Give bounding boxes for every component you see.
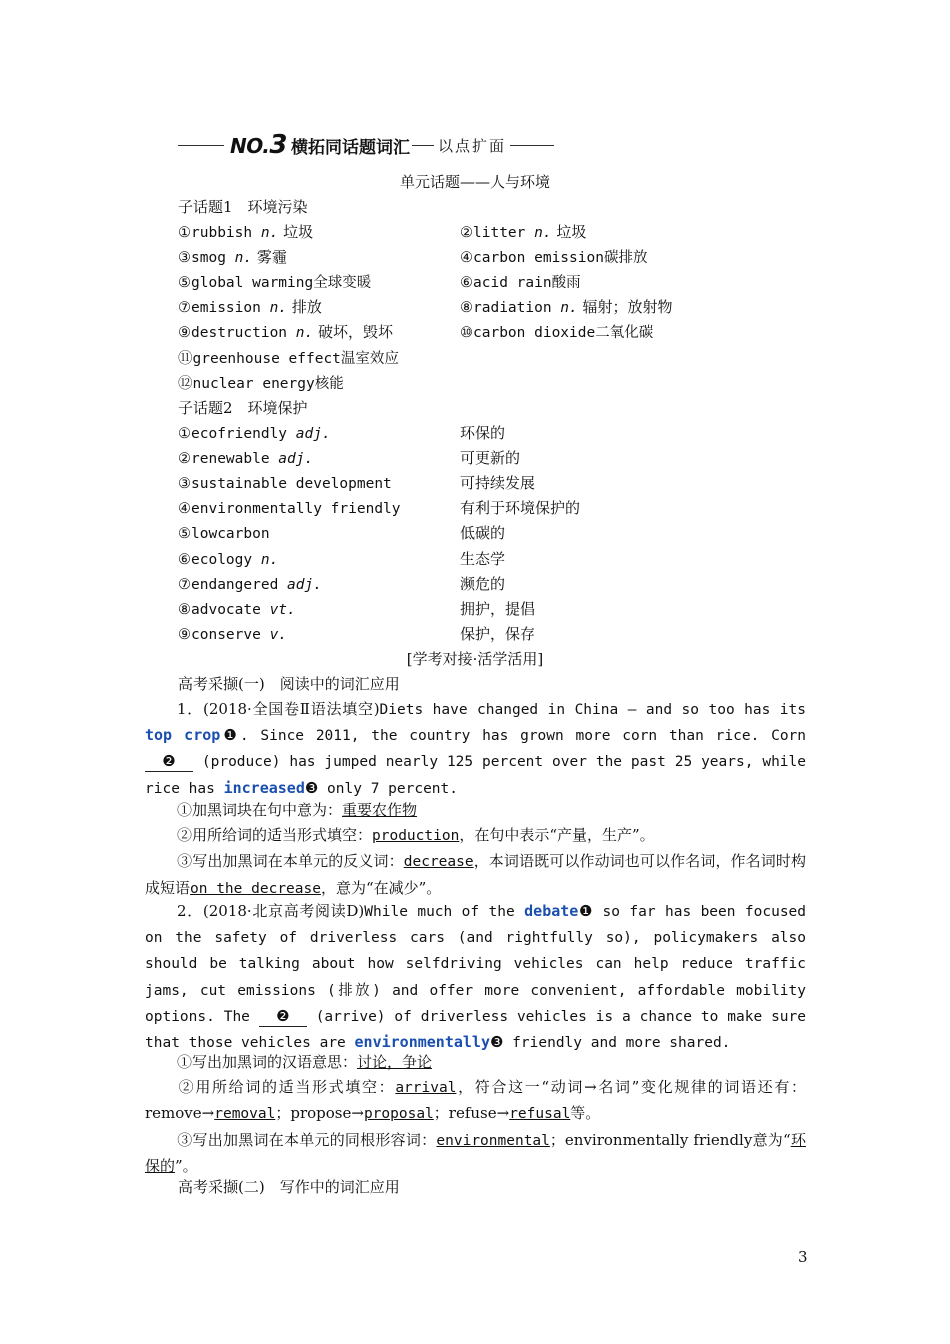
practice-header: [学考对接·活学活用]: [406, 650, 544, 668]
subtopic-2-title: 子话题2 环境保护: [178, 399, 308, 417]
question-2-passage: 2．(2018·北京高考阅读D)While much of the debate❶ so far has been focused on the safety of driverless cars (and rightfully so), policymakers also should be talking about how selfdriving vehicles can help reduce traffic jams, cut emissions (排放) and offer more convenient, affordable mobility options. The ❷ (arrive) of driverless vehicles is a chance to make sure that those vehicles are environmentally❸ friendly and more shared.: [145, 902, 807, 1052]
answer-text: removal: [214, 1106, 276, 1123]
vocab-meaning: 有利于环境保护的: [460, 499, 581, 518]
vocab-meaning: 可更新的: [460, 449, 521, 468]
section-heading: [178, 130, 558, 160]
question-1-answers: ①加黑词块在句中意为：重要农作物 ②用所给词的适当形式填空：production，在句中表示“产量，生产”。 ③写出加黑词在本单元的反义词：decrease，本词语既可以作动词也可以作名词，作名词时构成短语on the decrease，意为“在减少”。: [145, 801, 806, 897]
answer-text: 讨论，争论: [357, 1053, 433, 1071]
vocab-term: ④environmentally friendly: [178, 501, 401, 518]
question-1-passage: 1．(2018·全国卷Ⅱ语法填空)Diets have changed in China — and so too has its top crop❶. Since 2011, the country has grown more corn than rice. Corn ❷ (produce) has jumped nearly 125 percent over the past 25 years, while rice has increased❸ only 7 percent.: [145, 700, 807, 797]
answer-text: on the decrease: [190, 880, 321, 897]
vocab-meaning: 保护，保存: [460, 624, 536, 643]
heading-number: NO.3: [230, 130, 287, 160]
vocab-term: ⑦endangered adj.: [178, 576, 322, 593]
question-2-answers: ①写出加黑词的汉语意思：讨论，争论 ②用所给词的适当形式填空：arrival，符合这一“动词→名词”变化规律的词语还有：remove→removal；propose→proposal；refuse→refusal等。 ③写出加黑词在本单元的同根形容词：environmental；environmentally friendly意为“环保的”。: [145, 1053, 806, 1175]
answer-text: refusal: [509, 1106, 571, 1123]
answer-text: decrease: [403, 854, 474, 871]
page-number: 3: [798, 1248, 808, 1266]
vocab-meaning: 低碳的: [460, 524, 506, 543]
vocab-item: ②litter n. 垃圾: [460, 223, 587, 241]
part-2-title: 高考采撷(二) 写作中的词汇应用: [178, 1178, 400, 1196]
vocab-meaning: 生态学: [460, 549, 506, 568]
bold-phrase: environmentally: [354, 1033, 490, 1052]
heading-subtitle: 以点扩面: [438, 136, 507, 155]
vocab-item: ⑩carbon dioxide二氧化碳: [460, 325, 654, 342]
bold-phrase: debate: [524, 902, 579, 920]
answer-text: environmental: [436, 1132, 550, 1149]
vocab-item: ⑧radiation n. 辐射；放射物: [460, 298, 673, 317]
vocab-item: ⑦emission n. 排放: [178, 298, 322, 317]
answer-blank: ❷: [145, 751, 193, 772]
vocab-meaning: 环保的: [460, 424, 506, 442]
vocab-item: ①rubbish n. 垃圾: [178, 223, 314, 241]
heading-rule-left: [178, 145, 224, 146]
vocab-meaning: 拥护，提倡: [460, 599, 536, 618]
answer-text: 环保的: [145, 1130, 806, 1175]
bold-phrase: increased: [223, 778, 305, 797]
answer-text: production: [372, 828, 460, 845]
vocab-term: ⑤lowcarbon: [178, 526, 270, 543]
heading-rule-right: [510, 145, 554, 146]
answer-text: 重要农作物: [342, 801, 418, 819]
vocab-item: ⑨destruction n. 破坏，毁坏: [178, 323, 394, 342]
heading-rule-mid: [412, 145, 434, 146]
unit-topic: 单元话题——人与环境: [399, 173, 550, 191]
answer-text: proposal: [363, 1106, 434, 1123]
vocab-term: ⑨conserve v.: [178, 626, 288, 643]
vocab-item: ⑪greenhouse effect温室效应: [178, 350, 399, 367]
answer-blank: ❷: [259, 1006, 307, 1027]
vocab-term: ①ecofriendly adj.: [178, 426, 331, 442]
heading-title: 横拓同话题词汇: [291, 137, 410, 158]
vocab-meaning: 濒危的: [460, 574, 506, 593]
vocab-term: ⑧advocate vt.: [178, 601, 296, 618]
vocab-item: ③smog n. 雾霾: [178, 248, 287, 267]
vocab-item: ④carbon emission碳排放: [460, 250, 648, 267]
vocab-term: ②renewable adj.: [178, 451, 314, 468]
vocab-item: ⑫nuclear energy核能: [178, 375, 344, 392]
part-1-title: 高考采撷(一) 阅读中的词汇应用: [178, 675, 400, 693]
vocab-term: ③sustainable development: [178, 476, 392, 493]
vocab-meaning: 可持续发展: [460, 474, 536, 493]
vocab-item: ⑥acid rain酸雨: [460, 275, 581, 292]
answer-text: arrival: [395, 1080, 457, 1097]
subtopic-1-title: 子话题1 环境污染: [178, 198, 308, 216]
vocab-term: ⑥ecology n.: [178, 551, 279, 568]
bold-phrase: top crop: [145, 726, 221, 745]
vocab-item: ⑤global warming全球变暖: [178, 275, 372, 292]
